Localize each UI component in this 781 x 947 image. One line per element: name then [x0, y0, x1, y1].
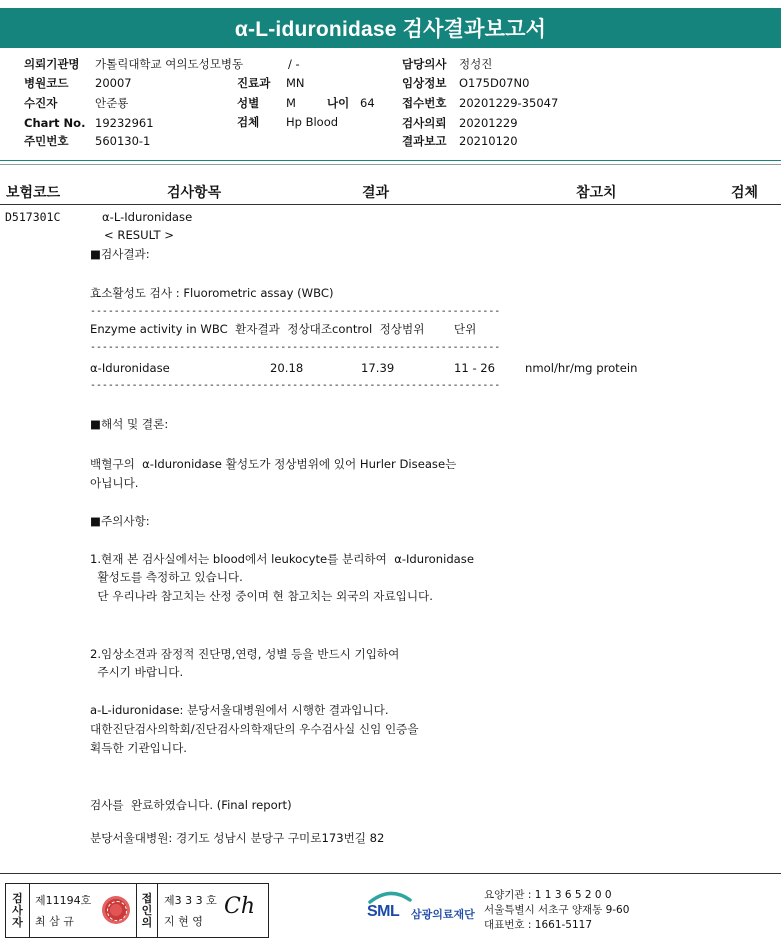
info-resident-no: 주민번호 — [24, 134, 69, 148]
lab-note-line-1: a-L-iduronidase: 분당서울대병원에서 시행한 결과입니다. — [90, 703, 389, 717]
section-result-heading: ■검사결과: — [90, 247, 150, 261]
confirmer-label: 접 인 의 — [136, 884, 158, 937]
final-report-line: 검사를 완료하였습니다. (Final report) — [90, 798, 292, 812]
examiner-label: 검 사 자 — [6, 884, 30, 937]
assay-method: 효소활성도 검사 : Fluorometric assay (WBC) — [90, 286, 334, 300]
info-dept-value: MN — [286, 76, 305, 90]
info-report-date-value: 20210120 — [459, 134, 518, 148]
info-specimen-value: Hp Blood — [286, 115, 339, 129]
confirmer-license-no: 제3 3 3 호 — [164, 894, 217, 907]
signature-box — [5, 883, 269, 938]
lab-phone: 대표번호 : 1661-5117 — [484, 919, 593, 931]
note-2-line-1: 2.임상소견과 잠정적 진단명,연령, 성별 등을 반드시 기입하여 — [90, 647, 400, 661]
confirmer-name: 지 현 영 — [164, 915, 203, 928]
info-sex: 성별 — [237, 96, 260, 110]
examiner-license-no: 제11194호 — [35, 894, 92, 907]
col-code-header: 보험코드 — [6, 185, 61, 201]
info-accession: 접수번호 — [402, 96, 447, 110]
row-patient-result: 20.18 — [270, 361, 304, 375]
info-request-date-value: 20201229 — [459, 116, 518, 130]
header-divider-bottom — [0, 164, 781, 165]
result-column-header: Enzyme activity in WBC 환자결과 정상대조control 정상범위 단위 — [90, 322, 477, 336]
col-specimen-header: 검체 — [731, 185, 759, 201]
info-dept: 진료과 — [237, 76, 271, 90]
lab-address-line: 분당서울대병원: 경기도 성남시 분당구 구미로173번길 82 — [90, 831, 385, 845]
section-notes-heading: ■주의사항: — [90, 514, 150, 528]
info-sex-value: M — [286, 96, 296, 110]
info-chart-no: Chart No. — [24, 116, 86, 130]
row-control-result: 17.39 — [361, 361, 395, 375]
col-result-header: 결과 — [362, 185, 390, 201]
header-divider-top — [0, 160, 781, 161]
info-request-date: 검사의뢰 — [402, 116, 447, 130]
lab-note-line-2: 대한진단검사의학회/진단검사의학재단의 우수검사실 신임 인증을 — [90, 722, 419, 736]
section-interpretation-heading: ■해석 및 결론: — [90, 417, 169, 431]
signature: Ch — [224, 894, 256, 919]
info-clinical-value: O175D07N0 — [459, 76, 530, 90]
lab-address: 서울특별시 서초구 양재동 9-60 — [484, 904, 630, 916]
result-tag: < RESULT > — [104, 228, 174, 242]
dash-line-1: --------------------------------------------------------------------- — [90, 306, 501, 317]
info-age-value: 64 — [360, 96, 375, 110]
info-patient: 수진자 — [24, 96, 58, 110]
interpretation-line-1: 백혈구의 α-Iduronidase 활성도가 정상범위에 있어 Hurler Disease는 — [90, 457, 457, 471]
info-ward-value: / - — [288, 57, 300, 71]
lab-note-line-3: 획득한 기관입니다. — [90, 741, 187, 755]
dash-line-3: --------------------------------------------------------------------- — [90, 380, 501, 391]
info-hospital-code: 병원코드 — [24, 76, 69, 90]
info-hospital-value: 가톨릭대학교 여의도성모병동 — [95, 57, 244, 71]
dash-line-2: --------------------------------------------------------------------- — [90, 342, 501, 353]
info-patient-value: 안준룡 — [95, 96, 129, 110]
report-title: α-L-iduronidase 검사결과보고서 — [0, 8, 781, 48]
info-report-date: 결과보고 — [402, 134, 447, 148]
lab-institution-code: 요양기관 : 1 1 3 6 5 2 0 0 — [484, 889, 612, 901]
table-header-rule — [0, 204, 781, 205]
footer-divider — [0, 873, 781, 874]
info-doctor: 담당의사 — [402, 57, 447, 71]
info-age: 나이 — [327, 96, 350, 110]
col-item-header: 검사항목 — [167, 185, 222, 201]
lab-name: 삼광의료재단 — [411, 908, 475, 921]
info-hospital: 의뢰기관명 — [24, 57, 80, 71]
col-reference-header: 참고치 — [576, 185, 617, 201]
info-clinical: 임상정보 — [402, 76, 447, 90]
test-code: D517301C — [5, 210, 61, 224]
note-1-line-1: 1.현재 본 검사실에서는 blood에서 leukocyte를 분리하여 α-Iduronidase — [90, 552, 474, 566]
sml-logo-text: SML — [367, 903, 400, 920]
row-unit: nmol/hr/mg protein — [525, 361, 638, 375]
info-doctor-value: 정성진 — [459, 57, 493, 71]
info-chart-no-value: 19232961 — [95, 116, 154, 130]
info-accession-value: 20201229-35047 — [459, 96, 559, 110]
row-normal-range: 11 - 26 — [454, 361, 496, 375]
note-1-line-3: 단 우리나라 참고치는 산정 중이며 현 참고치는 외국의 자료입니다. — [90, 589, 433, 603]
row-enzyme-name: α-Iduronidase — [90, 361, 170, 375]
info-resident-no-value: 560130-1 — [95, 134, 151, 148]
test-name: α-L-Iduronidase — [102, 210, 193, 224]
seal-stamp-icon — [102, 896, 130, 924]
info-hospital-code-value: 20007 — [95, 76, 132, 90]
interpretation-line-2: 아닙니다. — [90, 476, 139, 490]
note-2-line-2: 주시기 바랍니다. — [90, 665, 184, 679]
examiner-name: 최 삼 규 — [35, 915, 74, 928]
info-specimen: 검체 — [237, 115, 260, 129]
note-1-line-2: 활성도를 측정하고 있습니다. — [90, 570, 243, 584]
